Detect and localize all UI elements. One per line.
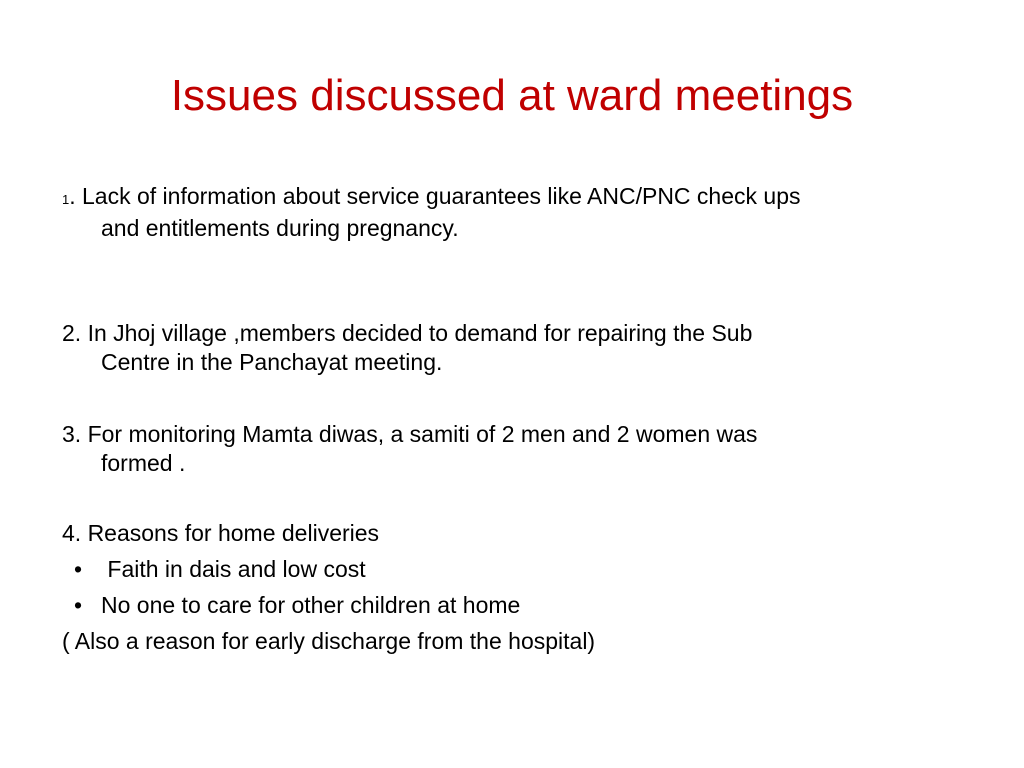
list-item-text: . Lack of information about service guarantees like ANC/PNC check ups bbox=[69, 183, 801, 209]
list-item-1 bbox=[62, 182, 962, 243]
bullet-icon: • bbox=[74, 592, 83, 618]
slide-title: Issues discussed at ward meetings bbox=[170, 71, 854, 120]
list-item-text: 4. Reasons for home deliveries bbox=[62, 520, 380, 546]
bullet-item bbox=[62, 555, 366, 584]
list-item-continuation: Centre in the Panchayat meeting. bbox=[101, 349, 443, 375]
bullet-icon: • bbox=[74, 556, 83, 582]
list-item-text: 3. For monitoring Mamta diwas, a samiti of 2 men and 2 women was bbox=[62, 421, 758, 447]
list-item-number: 1 bbox=[62, 192, 70, 207]
list-item-continuation: and entitlements during pregnancy. bbox=[101, 215, 459, 241]
bullet-item bbox=[62, 591, 520, 620]
bullet-text: Faith in dais and low cost bbox=[101, 556, 366, 582]
list-item-2 bbox=[62, 319, 962, 377]
list-item-4 bbox=[62, 519, 962, 548]
note-text: ( Also a reason for early discharge from the hospital) bbox=[62, 628, 596, 654]
list-item-3 bbox=[62, 420, 962, 478]
bullet-text: No one to care for other children at home bbox=[101, 592, 521, 618]
list-item-continuation: formed . bbox=[101, 450, 186, 476]
list-item-text: 2. In Jhoj village ,members decided to demand for repairing the Sub bbox=[62, 320, 753, 346]
